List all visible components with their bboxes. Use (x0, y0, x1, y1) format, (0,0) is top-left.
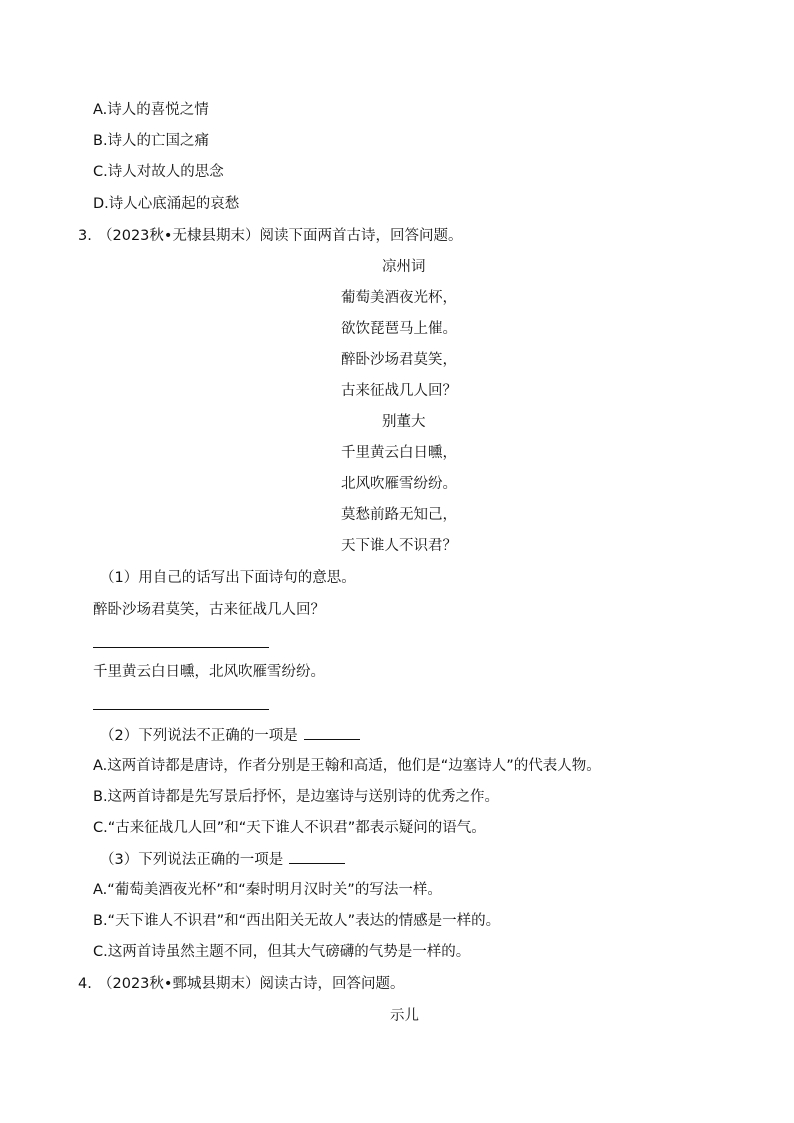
q3-sub2-prompt: （2）下列说法不正确的一项是 (100, 728, 298, 744)
q3-sub2-option-c: C.“古来征战几人回”和“天下谁人不识君”都表示疑问的语气。 (93, 820, 486, 836)
q3-sub2-option-a: A.这两首诗都是唐诗，作者分别是王翰和高适，他们是“边塞诗人”的代表人物。 (93, 758, 601, 774)
q3-sub2-question (100, 725, 360, 746)
q3-sub1-line-b: 千里黄云白日曛，北风吹雁雪纷纷。 (93, 664, 325, 680)
q3-sub3-answer-blank[interactable] (289, 849, 345, 864)
poem1-line-3: 醉卧沙场君莫笑， (341, 352, 457, 368)
q3-sub1-answer-line-b[interactable] (93, 709, 269, 710)
q4-stem: （2023秋•鄄城县期末）阅读古诗，回答问题。 (98, 976, 405, 992)
q3-sub1-answer-line-a[interactable] (93, 647, 269, 648)
q4-number: 4. (78, 976, 92, 992)
q3-sub3-option-a: A.“葡萄美酒夜光杯”和“秦时明月汉时关”的写法一样。 (93, 882, 442, 898)
poem1-line-4: 古来征战几人回？ (341, 383, 457, 399)
q2-option-c: C.诗人对故人的思念 (93, 164, 224, 180)
poem2-line-2: 北风吹雁雪纷纷。 (341, 476, 457, 492)
poem2-line-1: 千里黄云白日曛， (341, 445, 457, 461)
q2-option-b: B.诗人的亡国之痛 (93, 133, 210, 149)
q2-option-d: D.诗人心底涌起的哀愁 (93, 196, 240, 212)
q3-sub1-line-a: 醉卧沙场君莫笑，古来征战几人回？ (93, 602, 325, 618)
poem2-title: 别董大 (382, 414, 426, 430)
poem2-line-4: 天下谁人不识君？ (341, 538, 457, 554)
poem1-line-2: 欲饮琵琶马上催。 (341, 321, 457, 337)
poem2-line-3: 莫愁前路无知己， (341, 507, 457, 523)
q3-sub3-question (100, 849, 345, 870)
poem1-title: 凉州词 (382, 259, 426, 275)
q3-sub3-prompt: （3）下列说法正确的一项是 (100, 852, 284, 868)
poem1-line-1: 葡萄美酒夜光杯， (341, 290, 457, 306)
q3-sub2-answer-blank[interactable] (304, 725, 360, 740)
q2-option-a: A.诗人的喜悦之情 (93, 102, 209, 118)
q3-number: 3. (78, 228, 92, 244)
q3-sub3-option-c: C.这两首诗虽然主题不同，但其大气磅礴的气势是一样的。 (93, 944, 471, 960)
q3-stem: （2023秋•无棣县期末）阅读下面两首古诗，回答问题。 (98, 228, 463, 244)
q3-sub2-option-b: B.这两首诗都是先写景后抒怀，是边塞诗与送别诗的优秀之作。 (93, 789, 500, 805)
q4-poem-title: 示儿 (390, 1008, 419, 1024)
q3-sub1-prompt: （1）用自己的话写出下面诗句的意思。 (100, 570, 356, 586)
q3-sub3-option-b: B.“天下谁人不识君”和“西出阳关无故人”表达的情感是一样的。 (93, 913, 501, 929)
